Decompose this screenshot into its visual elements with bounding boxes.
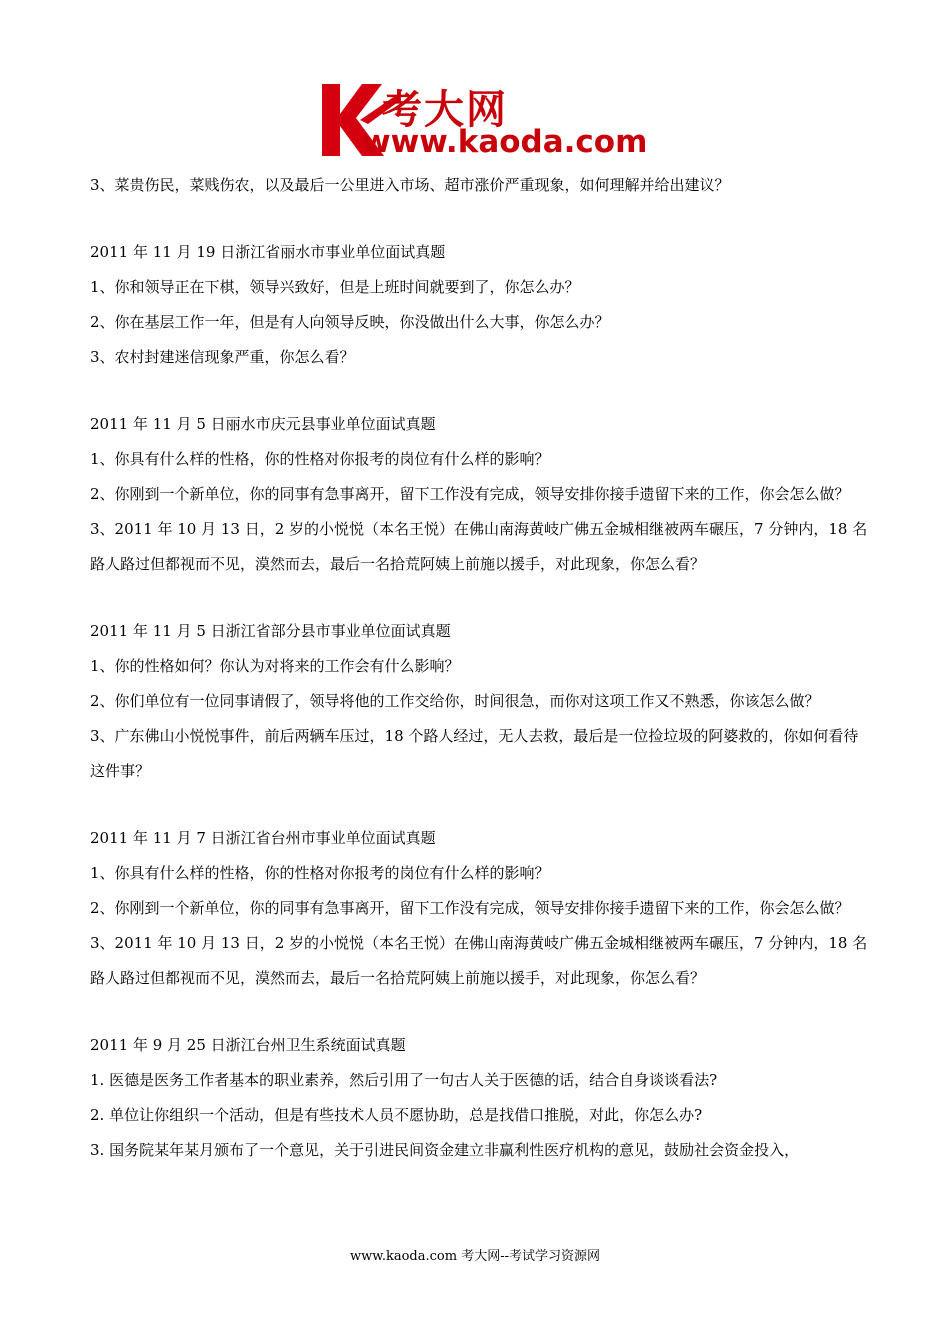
- section: [90, 407, 870, 582]
- question: 3、农村封建迷信现象严重，你怎么看？: [90, 348, 355, 366]
- question: 2、你刚到一个新单位，你的同事有急事离开，留下工作没有完成，领导安排你接手遗留下来的工作，你会怎么做？: [90, 899, 850, 917]
- logo-url: www.kaoda.com: [362, 124, 648, 160]
- section-title: 2011 年 11 月 5 日浙江省部分县市事业单位面试真题: [90, 622, 451, 640]
- question: 3、2011 年 10 月 13 日，2 岁的小悦悦（本名王悦）在佛山南海黄岐广佛五金城相继被两车碾压，7 分钟内，18 名路人路过但都视而不见，漠然而去，最后一名拾荒阿姨上前施以援手，对此现象，你怎么看？: [90, 520, 868, 573]
- question: 1、你的性格如何？你认为对将来的工作会有什么影响？: [90, 657, 460, 675]
- section: [90, 235, 870, 375]
- section-title: 2011 年 9 月 25 日浙江台州卫生系统面试真题: [90, 1036, 406, 1054]
- section-title: 2011 年 11 月 7 日浙江省台州市事业单位面试真题: [90, 829, 436, 847]
- logo-name: 考大网: [382, 87, 508, 133]
- question: 1、你和领导正在下棋，领导兴致好，但是上班时间就要到了，你怎么办？: [90, 278, 580, 296]
- question: 3. 国务院某年某月颁布了一个意见，关于引进民间资金建立非赢利性医疗机构的意见，鼓励社会资金投入，: [90, 1141, 800, 1159]
- page-footer: www.kaoda.com 考大网--考试学习资源网: [350, 1249, 600, 1264]
- intro-line: 3、菜贵伤民，菜贱伤农，以及最后一公里进入市场、超市涨价严重现象，如何理解并给出建议？: [90, 176, 730, 194]
- section-title: 2011 年 11 月 19 日浙江省丽水市事业单位面试真题: [90, 243, 446, 261]
- question: 2、你在基层工作一年，但是有人向领导反映，你没做出什么大事，你怎么办？: [90, 313, 610, 331]
- section: [90, 1028, 870, 1168]
- kaoda-logo: [318, 80, 648, 160]
- question: 2、你们单位有一位同事请假了，领导将他的工作交给你，时间很急，而你对这项工作又不熟悉，你该怎么做？: [90, 692, 820, 710]
- question: 3、广东佛山小悦悦事件，前后两辆车压过，18 个路人经过，无人去救，最后是一位捡垃圾的阿婆救的，你如何看待这件事？: [90, 727, 859, 780]
- question: 3、2011 年 10 月 13 日，2 岁的小悦悦（本名王悦）在佛山南海黄岐广佛五金城相继被两车碾压，7 分钟内，18 名路人路过但都视而不见，漠然而去，最后一名拾荒阿姨上前施以援手，对此现象，你怎么看？: [90, 934, 868, 987]
- document-body: [90, 168, 870, 1168]
- question: 1. 医德是医务工作者基本的职业素养，然后引用了一句古人关于医德的话，结合自身谈谈看法?: [90, 1071, 718, 1089]
- section: [90, 614, 870, 789]
- question: 1、你具有什么样的性格，你的性格对你报考的岗位有什么样的影响？: [90, 864, 550, 882]
- question: 2. 单位让你组织一个活动，但是有些技术人员不愿协助，总是找借口推脱，对此，你怎么办?: [90, 1106, 703, 1124]
- section: [90, 821, 870, 996]
- section-title: 2011 年 11 月 5 日丽水市庆元县事业单位面试真题: [90, 415, 436, 433]
- question: 2、你刚到一个新单位，你的同事有急事离开，留下工作没有完成，领导安排你接手遗留下来的工作，你会怎么做？: [90, 485, 850, 503]
- question: 1、你具有什么样的性格，你的性格对你报考的岗位有什么样的影响？: [90, 450, 550, 468]
